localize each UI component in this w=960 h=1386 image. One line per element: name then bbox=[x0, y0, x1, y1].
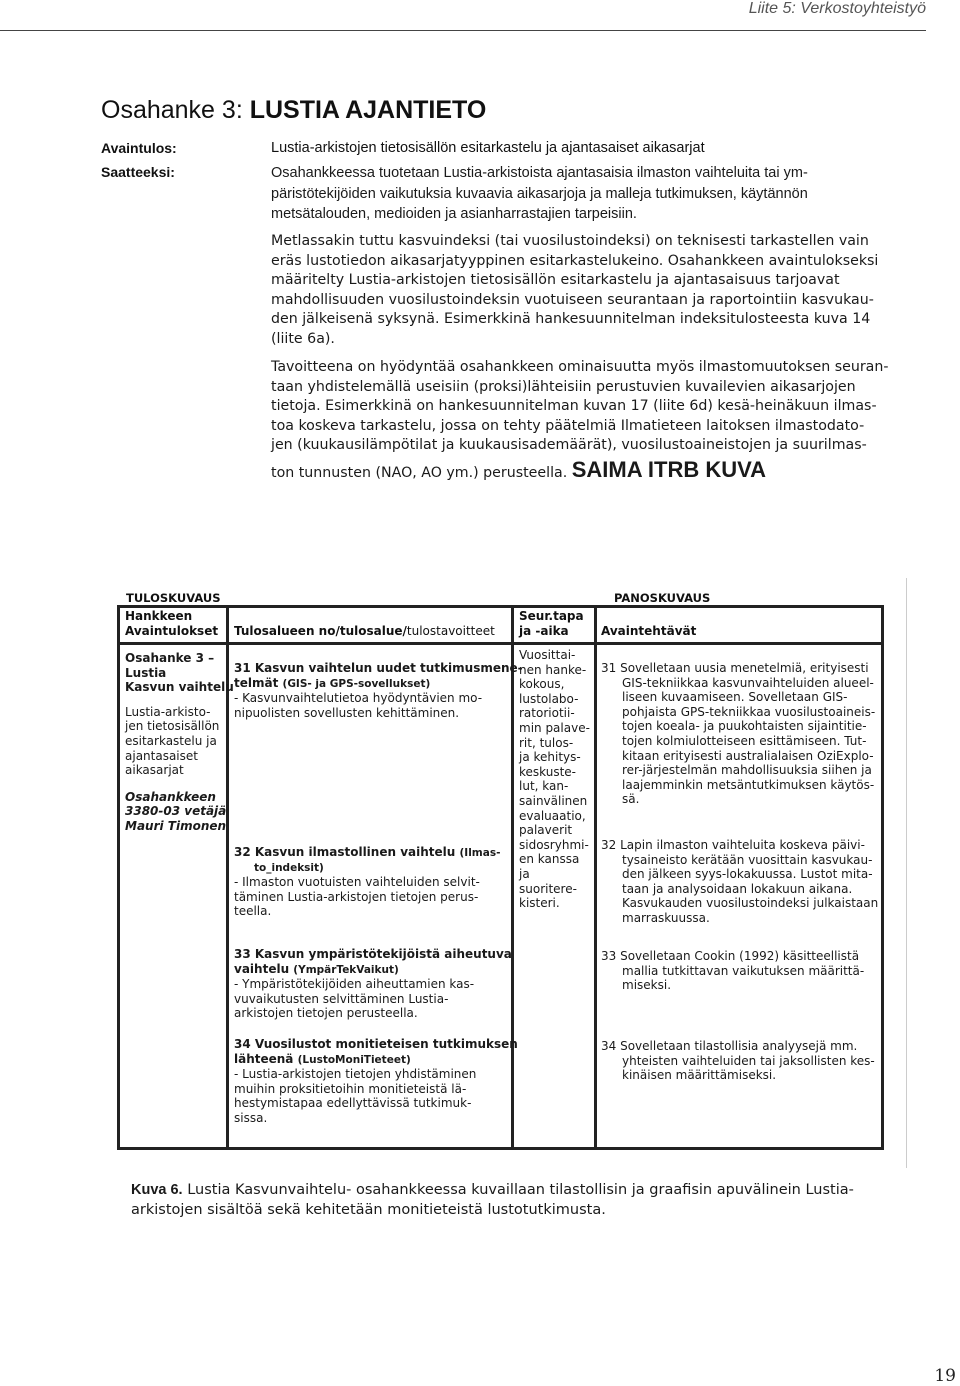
header-rule bbox=[0, 30, 926, 31]
header-divider bbox=[117, 642, 884, 645]
section-prefix: Osahanke 3: bbox=[101, 96, 243, 124]
saatteeksi-text: Osahankkeessa tuotetaan Lustia-arkistoista ajantasaisia ilmaston vaihteluita tai ym- päristötekijöiden vaikutuksia kuvaavia aikasarjoja ja malleja tutkimuksen, käytännön metsätalouden, medioiden ja asianharrastajien tarpeisiin. bbox=[271, 165, 808, 222]
paragraph-2-last-line: ton tunnusten (NAO, AO ym.) perusteella. bbox=[271, 464, 568, 481]
figure-edge bbox=[906, 578, 907, 1168]
key-task-32: 32 Lapin ilmaston vaihteluita koskeva päivi- tysaineisto kerätään vuosittain kasvukau- den jälkeen syys-lokakuussa. Lustot mita- taan ja analysoidaan lokakuun aikana. Kasvukauden vuosilustoindeksi julkaistaan marraskuussa. bbox=[601, 838, 879, 925]
key-task-33: 33 Sovelletaan Cookin (1992) käsitteellistä mallia tutkittavan vaikutuksen määrittä- miseksi. bbox=[601, 949, 865, 993]
col2-header: Tulosalueen no/tulosalue/tulostavoitteet bbox=[234, 624, 495, 638]
caption-label: Kuva 6. bbox=[131, 1182, 183, 1198]
key-task-34: 34 Sovelletaan tilastollisia analyysejä mm. yhteisten vaihteluiden tai jaksollisten kes- kinäisen määrittämiseksi. bbox=[601, 1039, 875, 1083]
avaintulos-text: Lustia-arkistojen tietosisällön esitarkastelu ja ajantasaiset aikasarjat bbox=[271, 140, 705, 156]
result-area-31: 31 Kasvun vaihtelun uudet tutkimusmene- telmät (GIS- ja GPS-sovellukset) - Kasvunvaihtelutietoa hyödyntävien mo- nipuolisten sovellusten kehittäminen. bbox=[234, 661, 523, 720]
col3-header: Seur.tapa ja -aika bbox=[519, 609, 584, 638]
col4-header: Avaintehtävät bbox=[601, 624, 697, 638]
paragraph-2: Tavoitteena on hyödyntää osahankkeen ominaisuutta myös ilmastomuutoksen seuran- taan yhdistelemällä useisiin (proksi)lähteisiin perustuvien kuvailevien aikasarjojen tietoja. Esimerkkinä on hankesuunnitelman kuvan 17 (liite 6d) kesä-heinäkuun ilmas- toa koskeva tarkastelu, jossa on tehty päätelmiä Ilmatieteen laitoksen ilmastodato- jen (kuukausilämpötilat ja kuukausisademäärät), vuosilustoaineistojen ja suurilmas- ton tunnusten (NAO, AO ym.) perusteella. SAIMA ITRB KUVA bbox=[271, 359, 889, 482]
avaintulos-label: Avaintulos: bbox=[101, 140, 177, 156]
result-area-33: 33 Kasvun ympäristötekijöistä aiheutuva vaihtelu (YmpärTekVaikut) - Ympäristötekijöiden aiheuttamien kas- vuvaikutusten selvittäminen Lustia- arkistojen tietojen perusteella. bbox=[234, 947, 512, 1021]
follow-up-method: Vuosittai- nen hanke- kokous, lustolabo- ratoriotii- min palave- rit, tulos- ja kehitys- keskuste- lut, kan- sainvälinen evaluaatio, palaverit sidosryhmi- en kanssa ja suoritere- kisteri. bbox=[519, 648, 590, 911]
col1-project: Osahanke 3 – Lustia Kasvun vaihtelu Lustia-arkisto- jen tietosisällön esitarkastelu ja ajantasaiset aikasarjat Osahankkeen 3380-03 vetäjä Mauri Timonen bbox=[125, 651, 234, 833]
col1-header: Hankkeen Avaintulokset bbox=[125, 609, 219, 638]
key-task-31: 31 Sovelletaan uusia menetelmiä, erityisesti GIS-tekniikkaa kasvunvaihteluiden alueel- liseen kuvaamiseen. Sovelletaan GIS- pohjaista GPS-tekniikkaa vuosilustoaineis- tojen koeala- ja puukohtaisten sijaintitie- tojen kolmiulotteiseen esittämiseen. Tut- kitaan erityisesti australialaisen OziExplo- rer-järjestelmän mahdollisuuksia siihen ja laajemminkin metsäntutkimuksen käytös- sä. bbox=[601, 661, 876, 807]
saatteeksi-label: Saatteeksi: bbox=[101, 164, 175, 180]
running-header: Liite 5: Verkostoyhteistyö bbox=[748, 0, 926, 17]
result-area-34: 34 Vuosilustot monitieteisen tutkimuksen lähteenä (LustoMoniTieteet) - Lustia-arkistojen tietojen yhdistäminen muihin proksitietoihin monitieteistä lä- hestymistapaa edellyttävissä tutkimuk- sissa. bbox=[234, 1037, 518, 1125]
section-name: LUSTIA AJANTIETO bbox=[249, 96, 487, 124]
result-area-32: 32 Kasvun ilmastollinen vaihtelu (Ilmas- to_indeksit) - Ilmaston vuotuisten vaihteluiden selvit- täminen Lustia-arkistojen tietojen perus- teella. bbox=[234, 845, 501, 919]
saima-itrb-note: SAIMA ITRB KUVA bbox=[571, 456, 767, 482]
paragraph-1: Metlassakin tuttu kasvuindeksi (tai vuosilustoindeksi) on teknisesti tarkastellen vain eräs lustotiedon aikasarjatyyppinen esitarkastelukeino. Osahankkeen avaintulokseksi määritelty Lustia-arkistojen tietosisällön esitarkastelu ja ajantasaisuus tarjoavat mahdollisuuden vuosilustoindeksin vuotuiseen seurantaan ja raportointiin kasvukau- den jälkeisenä syksynä. Esimerkkinä hankesuunnitelman indeksitulosteesta kuva 14 (liite 6a). bbox=[271, 233, 879, 347]
figure-right-title: PANOSKUVAUS bbox=[614, 591, 711, 605]
figure-caption: Kuva 6. Lustia Kasvunvaihtelu- osahankkeessa kuvaillaan tilastollisin ja graafisin apuvälinein Lustia- arkistojen sisältöä sekä kehitetään monitieteistä lustotutkimusta. bbox=[131, 1182, 854, 1218]
page-number: 19 bbox=[934, 1366, 956, 1386]
column-divider bbox=[594, 605, 597, 1150]
figure-left-title: TULOSKUVAUS bbox=[126, 591, 221, 605]
section-title bbox=[101, 96, 486, 125]
